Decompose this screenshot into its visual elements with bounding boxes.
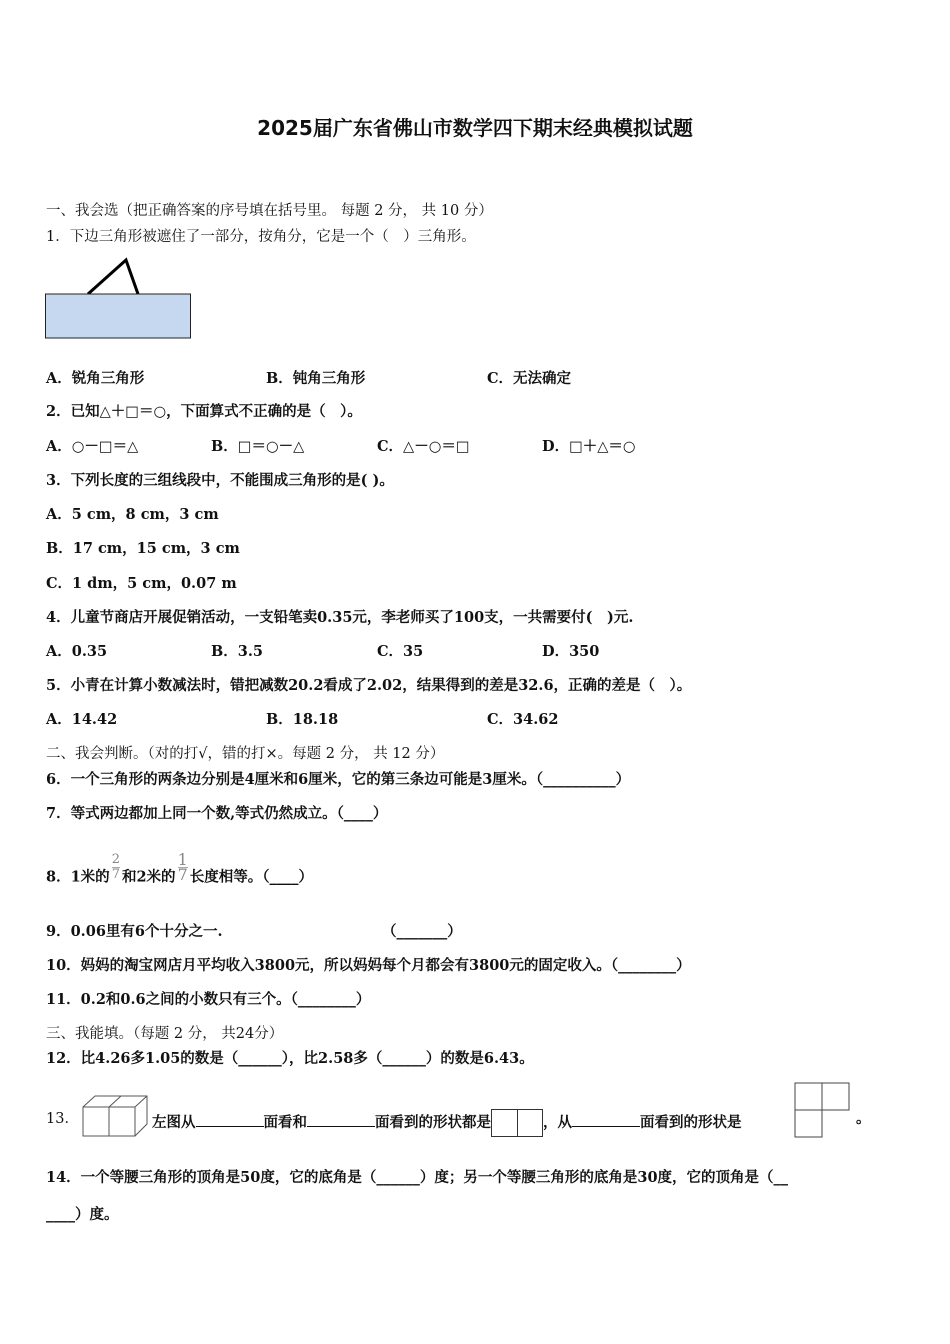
question-7: 7．等式两边都加上同一个数,等式仍然成立。（____） xyxy=(46,805,388,822)
denominator: 7 xyxy=(177,865,188,884)
question-14-line-1: 14．一个等腰三角形的顶角是50度，它的底角是（______）度；另一个等腰三角形的底角是30度，它的顶角是（__ xyxy=(46,1169,789,1186)
q4-option-d[interactable]: D．350 xyxy=(542,643,600,660)
q2-option-b[interactable]: B．□＝○－△ xyxy=(211,438,305,455)
q1-option-c[interactable]: C．无法确定 xyxy=(487,370,572,387)
section-1-heading: 一、我会选（把正确答案的序号填在括号里。 每题 2 分， 共 10 分） xyxy=(46,203,493,219)
question-11: 11．0.2和0.6之间的小数只有三个。（________） xyxy=(46,991,371,1008)
q13-text-c: 面看到的形状都是 xyxy=(375,1114,491,1131)
question-5: 5．小青在计算小数减法时，错把减数20.2看成了2.02，结果得到的差是32.6，正确的差是（ ）。 xyxy=(46,677,692,694)
q2-option-a[interactable]: A．○－□＝△ xyxy=(46,438,139,455)
q4-option-c[interactable]: C．35 xyxy=(377,643,424,660)
q9-answer-blank[interactable]: （_______） xyxy=(382,923,462,940)
q13-period: 。 xyxy=(856,1110,871,1127)
l-shape-view-figure xyxy=(794,1082,852,1138)
question-9: 9．0.06里有6个十分之一. xyxy=(46,923,223,940)
q13-text-d: ，从 xyxy=(543,1114,572,1131)
two-squares-view-figure xyxy=(491,1109,543,1137)
denominator: 7 xyxy=(111,867,120,882)
q2-option-d[interactable]: D．□＋△＝○ xyxy=(542,438,636,455)
section-3-heading: 三、我能填。（每题 2 分， 共24分） xyxy=(46,1026,284,1042)
numerator: 1 xyxy=(177,850,188,869)
question-10: 10．妈妈的淘宝网店月平均收入3800元，所以妈妈每个月都会有3800元的固定收入。（________） xyxy=(46,957,691,974)
question-3: 3．下列长度的三组线段中，不能围成三角形的是( )。 xyxy=(46,472,394,489)
page-title: 2025届广东省佛山市数学四下期末经典模拟试题 xyxy=(257,116,693,140)
question-4: 4．儿童节商店开展促销活动，一支铅笔卖0.35元，李老师买了100支，一共需要付( )元. xyxy=(46,609,634,626)
question-1: 1．下边三角形被遮住了一部分，按角分，它是一个（ ）三角形。 xyxy=(46,229,476,245)
q13-blank-2[interactable] xyxy=(307,1112,375,1127)
q5-option-c[interactable]: C．34.62 xyxy=(487,711,559,728)
q1-option-a[interactable]: A．锐角三角形 xyxy=(46,370,145,387)
fraction-1-7 xyxy=(177,850,188,884)
question-2: 2．已知△＋□＝○，下面算式不正确的是（ ）。 xyxy=(46,403,362,420)
q5-option-b[interactable]: B．18.18 xyxy=(266,711,339,728)
question-13 xyxy=(46,1109,79,1129)
q13-text-b: 面看和 xyxy=(263,1114,307,1131)
q13-blank-3[interactable] xyxy=(572,1112,640,1127)
numerator: 2 xyxy=(111,852,120,867)
q4-option-b[interactable]: B．3.5 xyxy=(211,643,263,660)
q3-option-c[interactable]: C．1 dm，5 cm，0.07 m xyxy=(46,575,237,592)
q8-text-c: 长度相等。（____） xyxy=(189,868,313,886)
q8-text-b: 和2米的 xyxy=(121,868,176,886)
q13-blank-1[interactable] xyxy=(196,1112,264,1127)
q13-number: 13． xyxy=(46,1111,79,1127)
covered-triangle-figure xyxy=(44,256,194,340)
fraction-2-7 xyxy=(112,853,120,882)
q5-option-a[interactable]: A．14.42 xyxy=(46,711,118,728)
q13-text xyxy=(152,1109,742,1137)
two-cubes-figure xyxy=(82,1094,150,1138)
q3-option-a[interactable]: A．5 cm，8 cm，3 cm xyxy=(46,506,219,523)
question-8 xyxy=(46,850,313,892)
q4-option-a[interactable]: A．0.35 xyxy=(46,643,108,660)
q13-text-e: 面看到的形状是 xyxy=(640,1114,742,1131)
q13-text-a: 左图从 xyxy=(152,1114,196,1131)
section-2-heading: 二、我会判断。（对的打√，错的打×。每题 2 分， 共 12 分） xyxy=(46,746,445,762)
q8-text-a: 8．1米的 xyxy=(46,868,110,886)
q2-option-c[interactable]: C．△－○＝□ xyxy=(377,438,470,455)
question-14-line-2: ____）度。 xyxy=(46,1206,119,1223)
q3-option-b[interactable]: B．17 cm，15 cm，3 cm xyxy=(46,540,240,557)
question-12: 12．比4.26多1.05的数是（______），比2.58多（______）的数是6.43。 xyxy=(46,1050,534,1067)
q1-option-b[interactable]: B．钝角三角形 xyxy=(266,370,366,387)
question-6: 6．一个三角形的两条边分别是4厘米和6厘米，它的第三条边可能是3厘米。（__________） xyxy=(46,771,631,788)
